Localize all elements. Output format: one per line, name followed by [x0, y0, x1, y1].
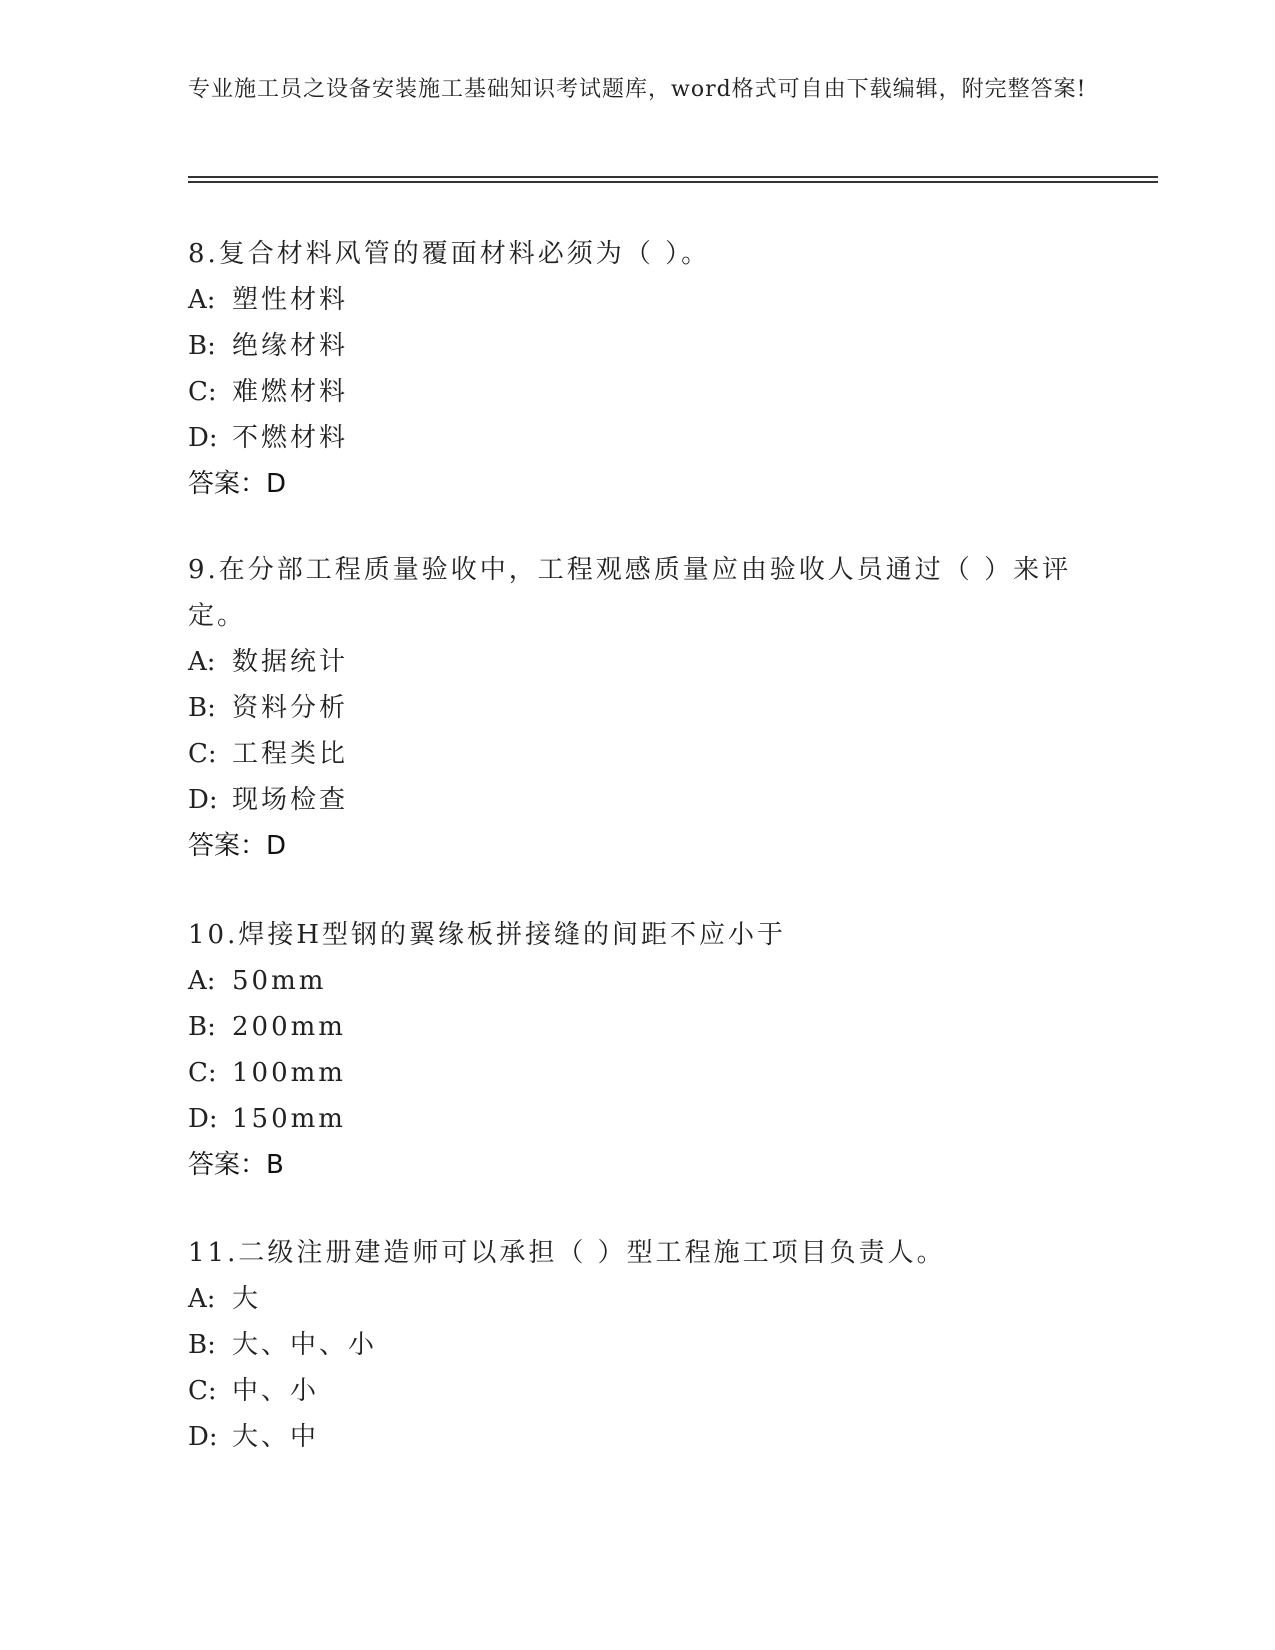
header-divider-top — [188, 176, 1158, 178]
option-b — [188, 1322, 1088, 1368]
option-text: 数据统计 — [232, 647, 349, 677]
option-c — [188, 1368, 1088, 1414]
option-text: 200mm — [232, 1012, 346, 1042]
option-text: 难燃材料 — [232, 377, 349, 407]
option-letter: B: — [188, 1330, 216, 1360]
option-text: 不燃材料 — [232, 423, 349, 453]
option-text: 绝缘材料 — [232, 331, 349, 361]
option-text: 大、中 — [232, 1422, 320, 1452]
option-text: 现场检查 — [232, 785, 349, 815]
question-11 — [188, 1230, 1088, 1460]
option-text: 大、中、小 — [232, 1330, 378, 1360]
option-letter: C: — [188, 1058, 217, 1088]
option-a — [188, 639, 1088, 685]
option-letter: A: — [188, 285, 216, 315]
option-d — [188, 1096, 1088, 1142]
question-10 — [188, 912, 1088, 1188]
option-letter: C: — [188, 377, 217, 407]
option-letter: D: — [188, 1422, 218, 1452]
option-letter: A: — [188, 966, 216, 996]
option-text: 大 — [232, 1284, 262, 1314]
option-c — [188, 1050, 1088, 1096]
question-stem: 9.在分部工程质量验收中，工程观感质量应由验收人员通过（ ）来评定。 — [188, 555, 1072, 631]
question-stem: 8.复合材料风管的覆面材料必须为（ ）。 — [188, 239, 711, 269]
option-a — [188, 958, 1088, 1004]
option-text: 工程类比 — [232, 739, 349, 769]
question-8 — [188, 231, 1088, 507]
option-text: 资料分析 — [232, 693, 349, 723]
option-letter: C: — [188, 739, 217, 769]
option-a — [188, 1276, 1088, 1322]
option-letter: B: — [188, 331, 216, 361]
option-letter: C: — [188, 1376, 217, 1406]
answer-line: 答案：B — [188, 1150, 284, 1180]
option-letter: D: — [188, 423, 218, 453]
option-text: 中、小 — [232, 1376, 320, 1406]
option-text: 塑性材料 — [232, 285, 349, 315]
option-d — [188, 415, 1088, 461]
document-header: 专业施工员之设备安装施工基础知识考试题库，word格式可自由下载编辑，附完整答案! — [188, 77, 1087, 102]
option-a — [188, 277, 1088, 323]
option-letter: A: — [188, 647, 216, 677]
question-stem: 11.二级注册建造师可以承担（ ）型工程施工项目负责人。 — [188, 1238, 946, 1268]
option-b — [188, 323, 1088, 369]
option-d — [188, 1414, 1088, 1460]
option-letter: B: — [188, 693, 216, 723]
header-divider-bottom — [188, 181, 1158, 183]
option-text: 100mm — [232, 1058, 346, 1088]
option-letter: B: — [188, 1012, 216, 1042]
option-c — [188, 731, 1088, 777]
option-letter: D: — [188, 1104, 218, 1134]
question-9 — [188, 547, 1088, 869]
option-letter: D: — [188, 785, 218, 815]
option-d — [188, 777, 1088, 823]
option-text: 150mm — [232, 1104, 346, 1134]
option-c — [188, 369, 1088, 415]
option-text: 50mm — [232, 966, 327, 996]
answer-line: 答案：D — [188, 469, 287, 499]
option-letter: A: — [188, 1284, 216, 1314]
option-b — [188, 685, 1088, 731]
answer-line: 答案：D — [188, 831, 287, 861]
option-b — [188, 1004, 1088, 1050]
question-stem: 10.焊接H型钢的翼缘板拼接缝的间距不应小于 — [188, 920, 787, 950]
